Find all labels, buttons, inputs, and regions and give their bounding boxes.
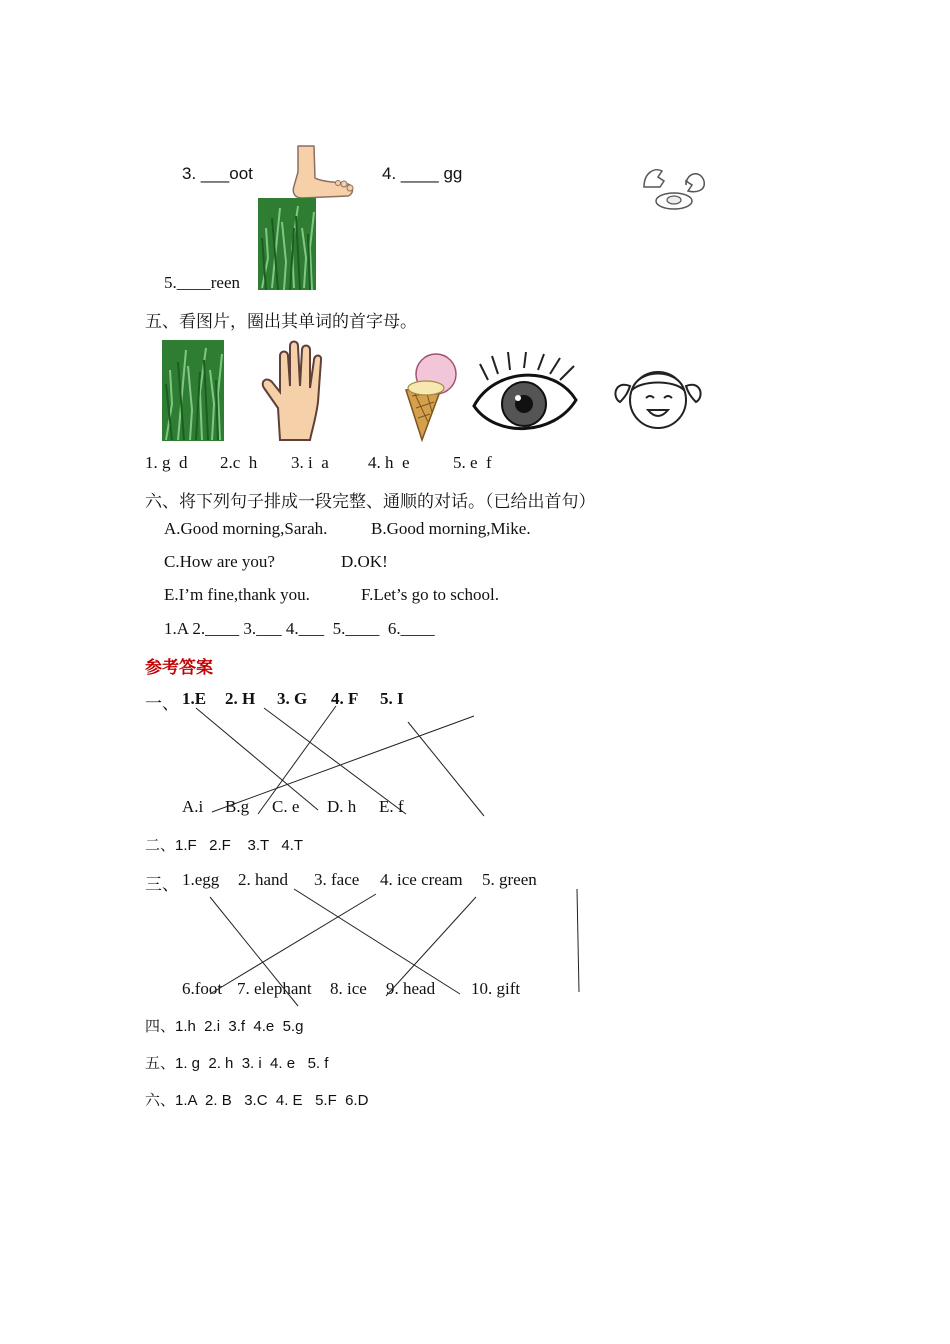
answer-1-bottom-a: A.i xyxy=(182,797,204,816)
sentence-a: A.Good morning,Sarah. xyxy=(164,519,328,538)
item-3-foot: 3. ___oot xyxy=(182,164,253,183)
match-line-1-d xyxy=(196,708,318,810)
answer-1-top-3: 3. G xyxy=(277,689,308,708)
match-line-ice-cream xyxy=(386,897,476,996)
match-line-3-c xyxy=(258,706,336,814)
answer-3-top-2: 2. hand xyxy=(238,870,289,889)
answer-3-top-4: 4. ice cream xyxy=(380,870,463,889)
match-line-face xyxy=(210,894,376,994)
answer-1-top-4: 4. F xyxy=(331,689,359,708)
answer-3-bottom-7: 7. elephant xyxy=(237,979,312,998)
match-line-2-e xyxy=(264,708,406,814)
answer-1-bottom-d: D. h xyxy=(327,797,357,816)
answer-3-bottom-6: 6.foot xyxy=(182,979,223,998)
answer-3-top-3: 3. face xyxy=(314,870,360,889)
answer-3-top-1: 1.egg xyxy=(182,870,220,889)
sentence-d: D.OK! xyxy=(341,552,388,571)
answer-1-top-2: 2. H xyxy=(225,689,256,708)
answer-1-top-5: 5. I xyxy=(380,689,404,708)
match-line-green xyxy=(577,889,579,992)
answers-title: 参考答案 xyxy=(145,658,213,678)
answer-4: 四、1.h 2.i 3.f 4.e 5.g xyxy=(145,1018,304,1035)
sentence-c: C.How are you? xyxy=(164,552,275,571)
section-5-heading: 五、看图片，圈出其单词的首字母。 xyxy=(145,312,417,332)
choice-3: 3. i a xyxy=(291,453,329,472)
choice-5: 5. e f xyxy=(453,453,492,472)
match-line-5 xyxy=(408,722,484,816)
answer-3-prefix: 三、 xyxy=(145,875,179,895)
choice-1: 1. g d xyxy=(145,453,188,472)
answer-1-top-1: 1.E xyxy=(182,689,207,708)
answer-2: 二、1.F 2.F 3.T 4.T xyxy=(145,837,304,854)
answer-1-bottom-c: C. e xyxy=(272,797,300,816)
answer-1-bottom-b: B.g xyxy=(225,797,250,816)
answer-3-bottom-9: 9. head xyxy=(386,979,436,998)
match-line-egg xyxy=(210,897,298,1006)
item-4-egg: 4. ____ gg xyxy=(382,164,463,183)
sentence-b: B.Good morning,Mike. xyxy=(371,519,531,538)
answer-1-bottom-e: E. f xyxy=(379,797,404,816)
item-5-green: 5.____reen xyxy=(164,273,241,292)
answer-3-top-5: 5. green xyxy=(482,870,537,889)
choice-4: 4. h e xyxy=(368,453,410,472)
choice-2: 2.c h xyxy=(220,453,258,472)
sentence-f: F.Let’s go to school. xyxy=(361,585,499,604)
section-6-heading: 六、将下列句子排成一段完整、通顺的对话。（已给出首句） xyxy=(145,492,596,512)
match-line-4-a xyxy=(212,716,474,812)
order-blanks: 1.A 2.____ 3.___ 4.___ 5.____ 6.____ xyxy=(164,619,435,638)
answer-6: 六、1.A 2. B 3.C 4. E 5.F 6.D xyxy=(145,1092,369,1109)
sentence-e: E.I’m fine,thank you. xyxy=(164,585,310,604)
answer-5: 五、1. g 2. h 3. i 4. e 5. f xyxy=(145,1055,329,1072)
answer-3-bottom-10: 10. gift xyxy=(471,979,521,998)
answer-1-prefix: 一、 xyxy=(145,694,179,714)
answer-3-bottom-8: 8. ice xyxy=(330,979,367,998)
